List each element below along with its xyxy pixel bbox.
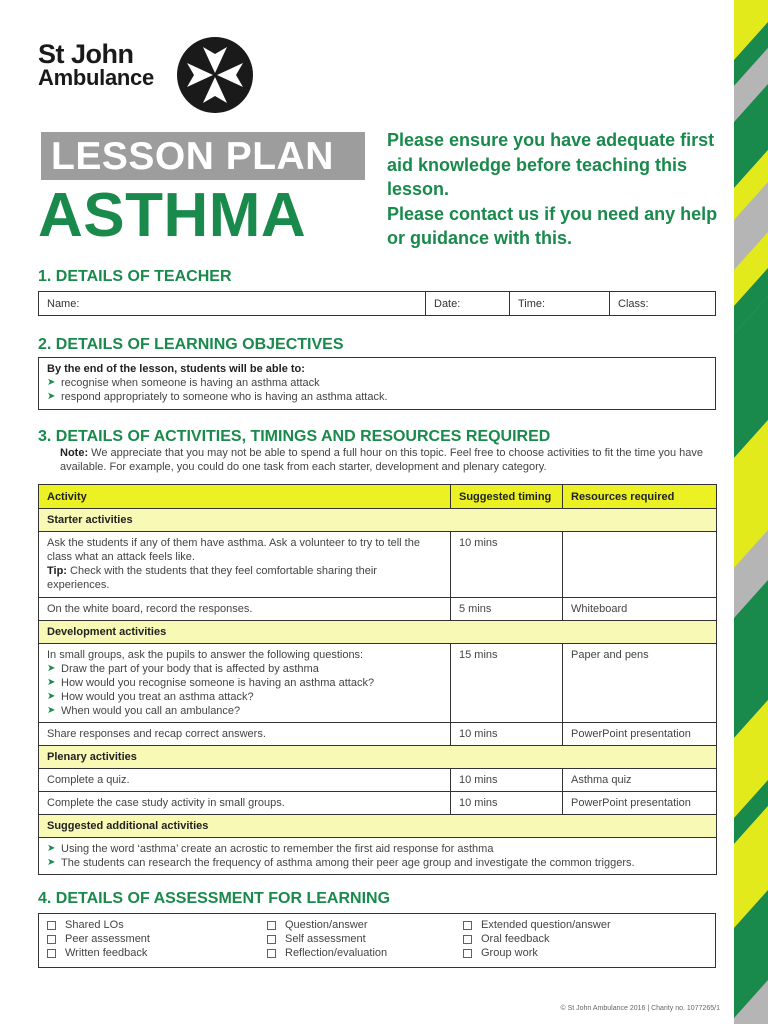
checkbox-icon[interactable] <box>463 921 472 930</box>
lesson-plan-label: LESSON PLAN <box>51 135 334 178</box>
timing-cell: 10 mins <box>451 792 563 815</box>
activity-intro: In small groups, ask the pupils to answer the following questions: <box>47 649 364 661</box>
category-title: Suggested additional activities <box>39 815 717 838</box>
logo-name-line2: Ambulance <box>38 65 154 90</box>
timing-cell: 10 mins <box>451 723 563 746</box>
teacher-name-field[interactable]: Name: <box>39 292 426 315</box>
checkbox-group-work[interactable] <box>463 946 703 960</box>
st-john-ambulance-logo <box>38 36 258 102</box>
checkbox-label: Shared LOs <box>65 919 124 931</box>
lesson-plan-banner <box>41 132 365 180</box>
notice-text <box>387 128 727 251</box>
checkbox-icon[interactable] <box>267 935 276 944</box>
resources-cell: PowerPoint presentation <box>563 723 717 746</box>
activity-cell: On the white board, record the responses. <box>39 598 451 621</box>
lesson-subject-title: ASTHMA <box>38 181 307 250</box>
checkbox-self-assessment[interactable] <box>267 932 463 946</box>
checkbox-oral-feedback[interactable] <box>463 932 703 946</box>
checkbox-label: Self assessment <box>285 933 366 945</box>
resources-cell: Paper and pens <box>563 644 717 723</box>
activity-cell <box>39 644 451 723</box>
copyright-footer: © St John Ambulance 2016 | Charity no. 1077265/1 <box>560 1005 720 1012</box>
section-heading-teacher: 1. DETAILS OF TEACHER <box>38 268 232 285</box>
activity-cell: Complete a quiz. <box>39 769 451 792</box>
checkbox-label: Question/answer <box>285 919 368 931</box>
decorative-side-stripe <box>734 0 768 1024</box>
question-text: How would you treat an asthma attack? <box>61 691 254 703</box>
category-row-plenary <box>39 746 717 769</box>
resources-cell: Asthma quiz <box>563 769 717 792</box>
objectives-box <box>38 357 716 410</box>
teacher-details-box <box>38 291 716 316</box>
list-item <box>47 662 442 676</box>
checkbox-icon[interactable] <box>463 935 472 944</box>
section-heading-assessment: 4. DETAILS OF ASSESSMENT FOR LEARNING <box>38 890 391 907</box>
list-item <box>47 842 708 856</box>
table-row <box>39 769 717 792</box>
checkbox-peer-assessment[interactable] <box>47 932 267 946</box>
category-row-starter <box>39 509 717 532</box>
checkbox-label: Group work <box>481 947 538 959</box>
question-text: When would you call an ambulance? <box>61 705 241 717</box>
header-activity: Activity <box>39 485 451 509</box>
section-heading-objectives: 2. DETAILS OF LEARNING OBJECTIVES <box>38 336 344 353</box>
activity-cell <box>39 532 451 598</box>
arrow-bullet-icon: ➤ <box>47 377 56 388</box>
arrow-bullet-icon: ➤ <box>47 857 56 868</box>
list-item <box>47 390 707 404</box>
arrow-bullet-icon: ➤ <box>47 843 56 854</box>
teacher-class-field[interactable]: Class: <box>618 298 649 310</box>
additional-text: Using the word ‘asthma’ create an acrostic to remember the first aid response for asthma <box>61 843 494 855</box>
resources-cell: Whiteboard <box>563 598 717 621</box>
activities-note <box>60 446 720 474</box>
question-text: How would you recognise someone is having an asthma attack? <box>61 677 375 689</box>
checkbox-label: Extended question/answer <box>481 919 611 931</box>
resources-cell <box>563 532 717 598</box>
category-title: Plenary activities <box>39 746 717 769</box>
assessment-box <box>38 913 716 968</box>
category-row-additional <box>39 815 717 838</box>
table-row <box>39 723 717 746</box>
category-row-development <box>39 621 717 644</box>
arrow-bullet-icon: ➤ <box>47 691 56 702</box>
category-title: Starter activities <box>39 509 717 532</box>
checkbox-extended-question[interactable] <box>463 918 703 932</box>
category-title: Development activities <box>39 621 717 644</box>
objective-text: recognise when someone is having an asthma attack <box>61 377 320 389</box>
table-row <box>39 598 717 621</box>
checkbox-written-feedback[interactable] <box>47 946 267 960</box>
checkbox-label: Peer assessment <box>65 933 150 945</box>
objective-text: respond appropriately to someone who is having an asthma attack. <box>61 391 388 403</box>
checkbox-icon[interactable] <box>47 949 56 958</box>
timing-cell: 5 mins <box>451 598 563 621</box>
tip-text: Check with the students that they feel comfortable sharing their experiences. <box>47 565 377 591</box>
checkbox-icon[interactable] <box>267 921 276 930</box>
checkbox-label: Written feedback <box>65 947 148 959</box>
objectives-lead: By the end of the lesson, students will be able to: <box>47 363 305 375</box>
teacher-date-field[interactable]: Date: <box>426 292 510 315</box>
notice-line-knowledge: Please ensure you have adequate first aid knowledge before teaching this lesson. <box>387 130 715 199</box>
assessment-column <box>47 918 267 963</box>
checkbox-label: Oral feedback <box>481 933 550 945</box>
activity-cell: Share responses and recap correct answers. <box>39 723 451 746</box>
checkbox-icon[interactable] <box>463 949 472 958</box>
arrow-bullet-icon: ➤ <box>47 663 56 674</box>
arrow-bullet-icon: ➤ <box>47 391 56 402</box>
checkbox-label: Reflection/evaluation <box>285 947 388 959</box>
resources-cell: PowerPoint presentation <box>563 792 717 815</box>
table-row <box>39 644 717 723</box>
note-text: We appreciate that you may not be able to spend a full hour on this topic. Feel free to choose activities to fit the time you have available. For example, you could do one task from each starter, development and plenary category. <box>60 447 704 473</box>
teacher-time-field[interactable]: Time: <box>510 292 610 315</box>
timing-cell: 15 mins <box>451 644 563 723</box>
section-heading-activities: 3. DETAILS OF ACTIVITIES, TIMINGS AND RESOURCES REQUIRED <box>38 428 551 445</box>
arrow-bullet-icon: ➤ <box>47 705 56 716</box>
activity-cell: Complete the case study activity in small groups. <box>39 792 451 815</box>
assessment-column <box>463 918 703 963</box>
table-row <box>39 792 717 815</box>
additional-activities-cell <box>39 838 717 875</box>
header-resources: Resources required <box>563 485 717 509</box>
question-text: Draw the part of your body that is affected by asthma <box>61 663 319 675</box>
arrow-bullet-icon: ➤ <box>47 677 56 688</box>
list-item <box>47 690 442 704</box>
logo-name-line1: St John <box>38 39 134 69</box>
table-header-row <box>39 485 717 509</box>
notice-line-contact: Please contact us if you need any help or guidance with this. <box>387 203 718 248</box>
checkbox-icon[interactable] <box>47 921 56 930</box>
note-label: Note: <box>60 447 89 459</box>
list-item <box>47 704 442 718</box>
header-timing: Suggested timing <box>451 485 563 509</box>
checkbox-question-answer[interactable] <box>267 918 463 932</box>
activities-table <box>38 484 717 875</box>
timing-cell: 10 mins <box>451 532 563 598</box>
list-item <box>47 856 708 870</box>
maltese-cross-icon <box>176 36 254 114</box>
assessment-column <box>267 918 463 963</box>
list-item <box>47 376 707 390</box>
tip-label: Tip: <box>47 565 67 577</box>
list-item <box>47 676 442 690</box>
table-row <box>39 532 717 598</box>
checkbox-icon[interactable] <box>47 935 56 944</box>
additional-text: The students can research the frequency of asthma among their peer age group and investigate the common triggers. <box>61 857 635 869</box>
timing-cell: 10 mins <box>451 769 563 792</box>
checkbox-shared-los[interactable] <box>47 918 267 932</box>
activity-text: Ask the students if any of them have asthma. Ask a volunteer to try to tell the class what an attack feels like. <box>47 537 420 563</box>
checkbox-reflection[interactable] <box>267 946 463 960</box>
table-row <box>39 838 717 875</box>
checkbox-icon[interactable] <box>267 949 276 958</box>
